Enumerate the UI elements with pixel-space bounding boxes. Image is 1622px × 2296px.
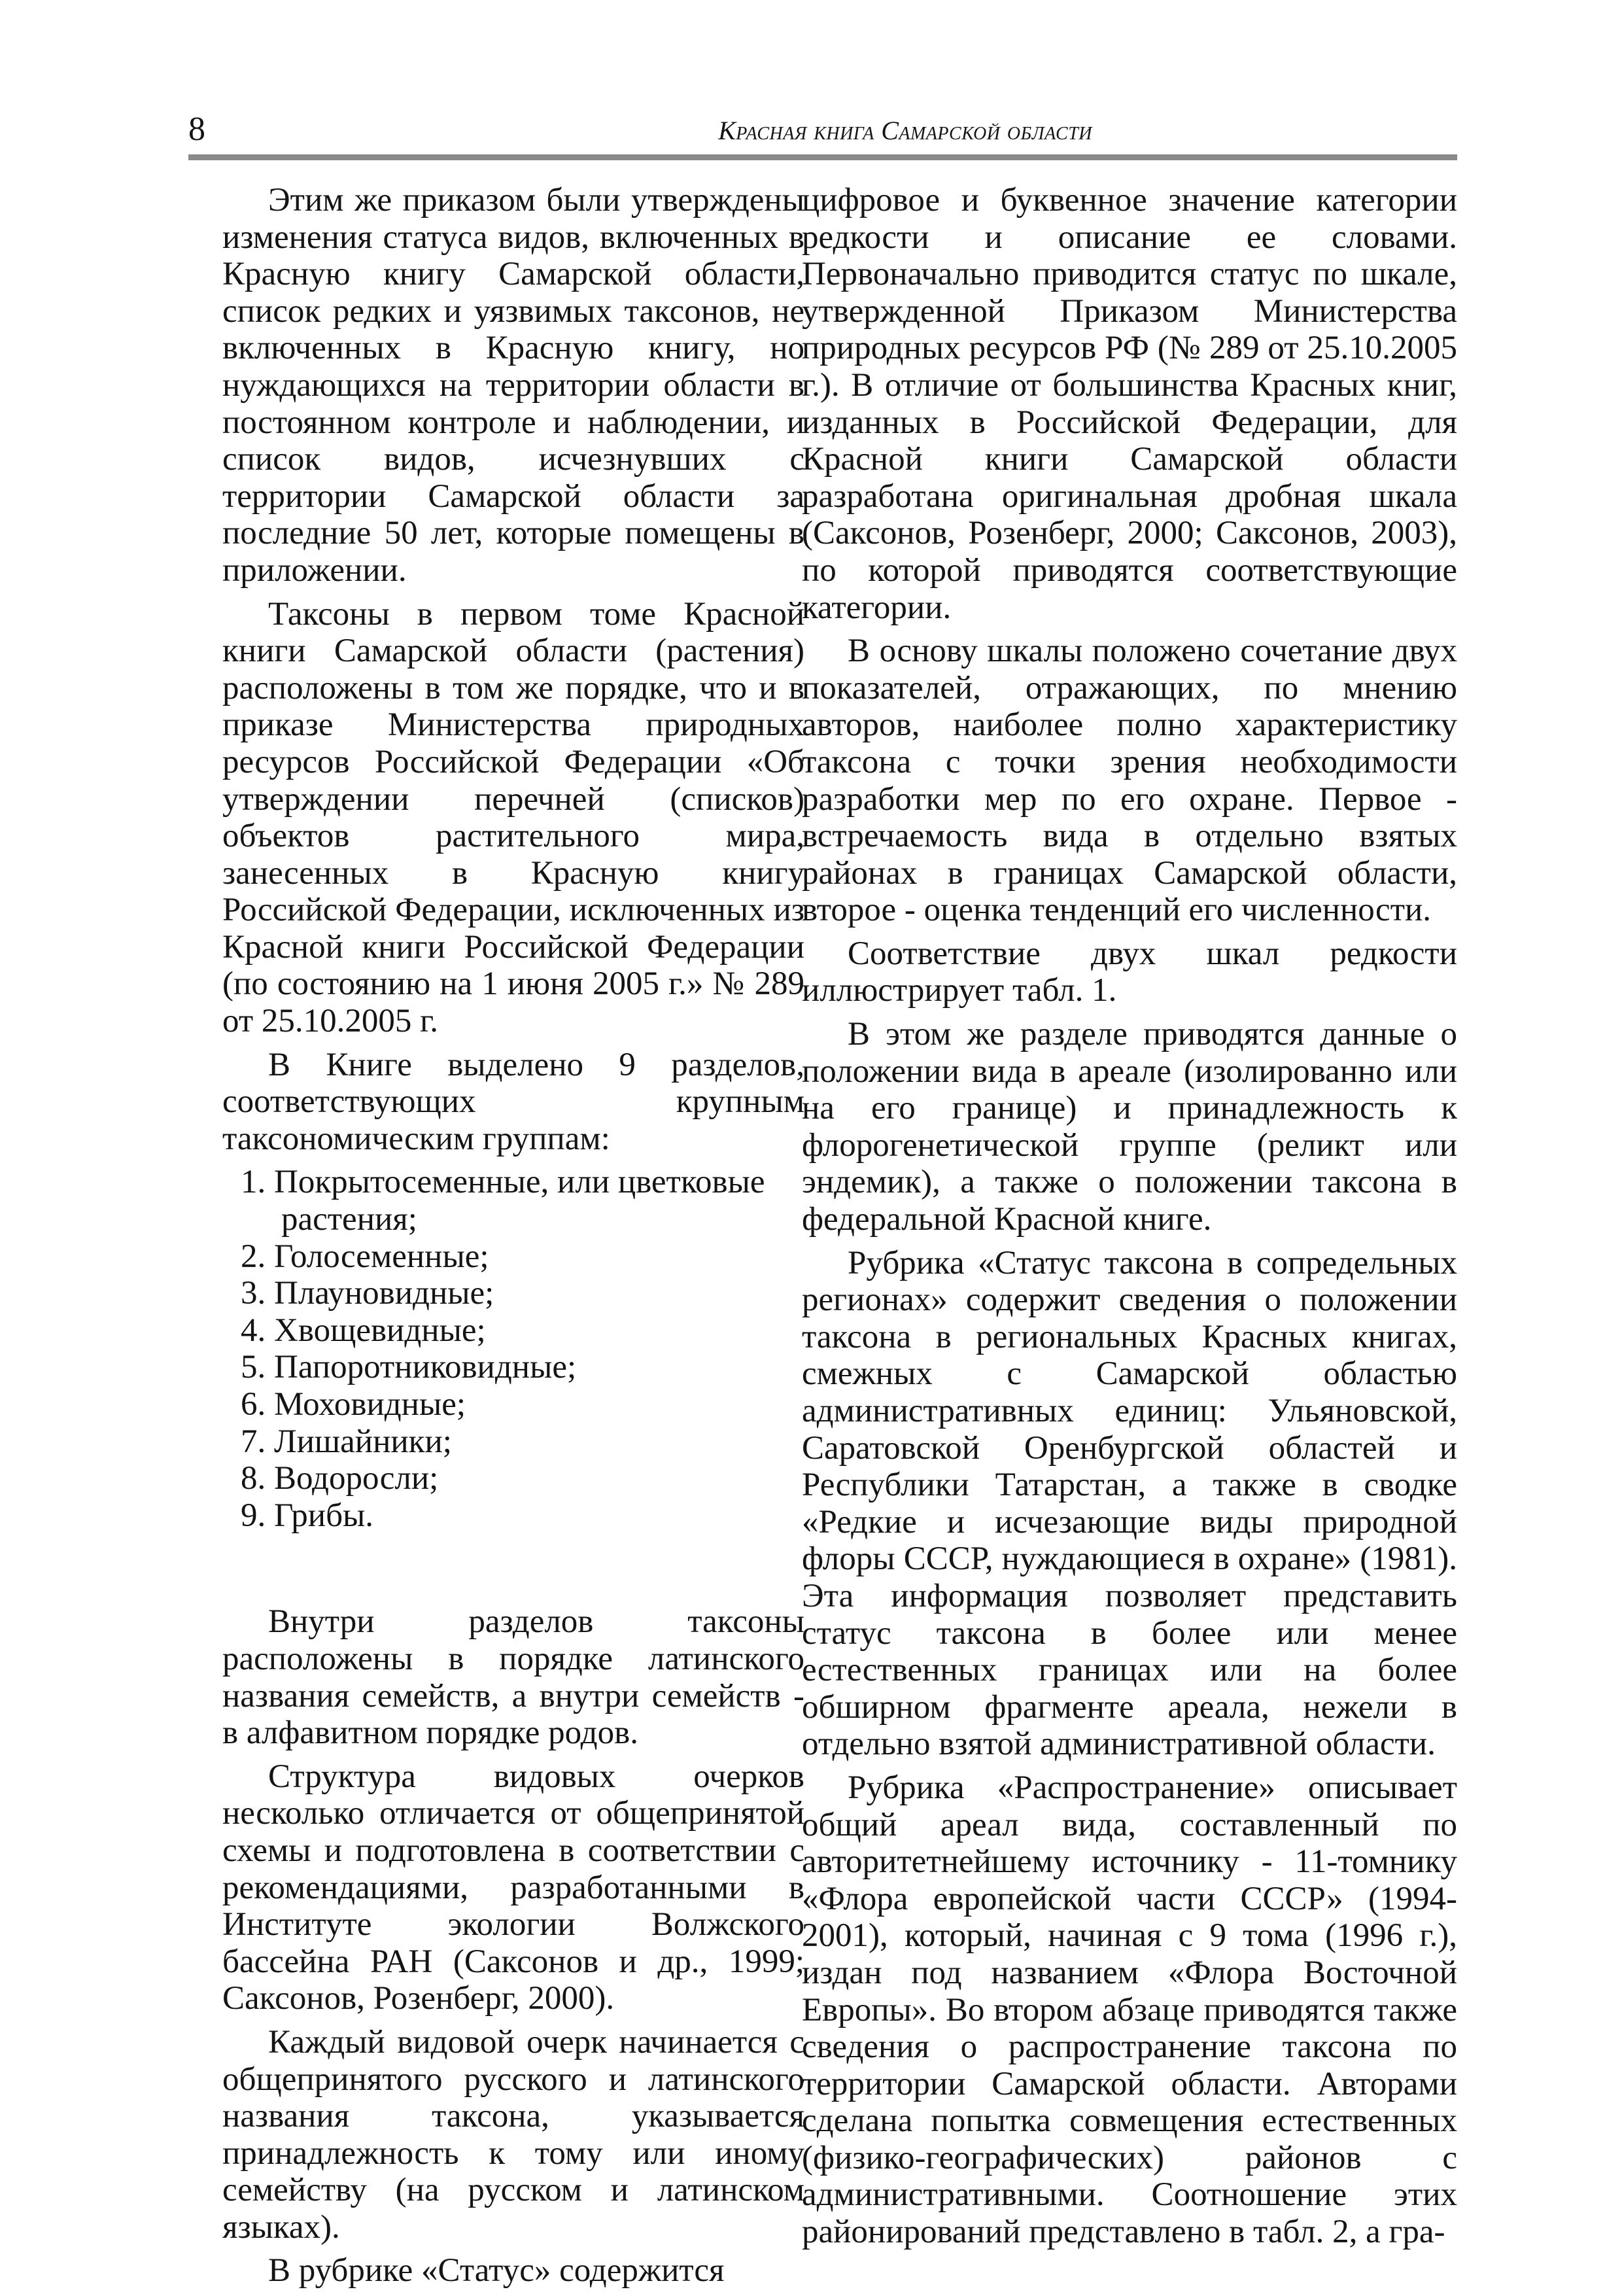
paragraph: Рубрика «Распространение» описывает общий ареал вида, составленный по авторитетнейшему источнику - 11-томнику «Флора европейской части СССР» (1994-2001), который, начиная с 9 тома (1996 г.), издан под названием «Флора Восточной Европы». Во втором абзаце приводятся также сведения о распространение таксона по территории Самарской области. Авторами сделана попытка совмещения естественных (физико-географических) районов с административными. Соотношение этих районирований представлено в табл. 2, а гра-	[802, 1769, 1457, 2251]
paragraph: Соответствие двух шкал редкости иллюстрирует табл. 1.	[802, 935, 1457, 1009]
running-header-title: Красная книга Самарской области	[718, 116, 1092, 145]
paragraph: Структура видовых очерков несколько отличается от общепринятой схемы и подготовлена в соответствии с рекомендациями, разработанными в Институте экологии Волжского бассейна РАН (Саксонов и др., 1999; Саксонов, Розенберг, 2000).	[222, 1758, 804, 2017]
list-item: 4. Хвощевидные;	[241, 1312, 486, 1349]
taxonomic-sections-list	[222, 1164, 804, 1534]
paragraph: Внутри разделов таксоны расположены в порядке латинского названия семейств, а внутри семейств - в алфавитном порядке родов.	[222, 1603, 804, 1752]
paragraph-continuation: цифровое и буквенное значение категории редкости и описание ее словами. Первоначально приводится статус по шкале, утвержденной Приказом Министерства природных ресурсов РФ (№ 289 от 25.10.2005 г.). В отличие от большинства Красных книг, изданных в Российской Федерации, для Красной книги Самарской области разработана оригинальная дробная шкала (Саксонов, Розенберг, 2000; Саксонов, 2003), по которой приводятся соответствующие категории.	[802, 182, 1457, 626]
paragraph: В Книге выделено 9 разделов, соответствующих крупным таксономическим группам:	[222, 1046, 804, 1157]
header-rule	[188, 154, 1457, 160]
paragraph: Каждый видовой очерк начинается с общепринятого русского и латинского названия таксона, указывается принадлежность к тому или иному семейству (на русском и латинском языках).	[222, 2023, 804, 2246]
paragraph: Таксоны в первом томе Красной книги Самарской области (растения) расположены в том же порядке, что и в приказе Министерства природных ресурсов Российской Федерации «Об утверждении перечней (списков) объектов растительного мира, занесенных в Красную книгу Российской Федерации, исключенных из Красной книги Российской Федерации (по состоянию на 1 июня 2005 г.» № 289 от 25.10.2005 г.	[222, 595, 804, 1040]
paragraph: В рубрике «Статус» содержится	[268, 2252, 725, 2289]
paragraph: Этим же приказом были утверждены изменения статуса видов, включенных в Красную книгу Самарской области, список редких и уязвимых таксонов, не включенных в Красную книгу, но нуждающихся на территории области в постоянном контроле и наблюдении, и список видов, исчезнувших с территории Самарской области за последние 50 лет, которые помещены в приложении.	[222, 182, 804, 589]
paragraph: В основу шкалы положено сочетание двух показателей, отражающих, по мнению авторов, наиболее полно характеристику таксона с точки зрения необходимости разработки мер по его охране. Первое - встречаемость вида в отдельно взятых районах в границах Самарской области, второе - оценка тенденций его численности.	[802, 633, 1457, 929]
list-item: 6. Моховидные;	[241, 1386, 466, 1423]
page-number: 8	[188, 111, 205, 148]
list-item: 9. Грибы.	[241, 1497, 374, 1534]
list-item: 7. Лишайники;	[241, 1423, 452, 1460]
left-column	[222, 182, 804, 2296]
paragraph: Рубрика «Статус таксона в сопредельных регионах» содержит сведения о положении таксона в региональных Красных книгах, смежных с Самарской областью административных единиц: Ульяновской, Саратовской Оренбургской областей и Республики Татарстан, а также в сводке «Редкие и исчезающие виды природной флоры СССР, нуждающиеся в охране» (1981). Эта информация позволяет представить статус таксона в более или менее естественных границах или на более обширном фрагменте ареала, нежели в отдельно взятой административной области.	[802, 1244, 1457, 1763]
list-item: 2. Голосеменные;	[241, 1238, 489, 1275]
list-item: 3. Плауновидные;	[241, 1275, 494, 1312]
list-item: 1. Покрытосеменные, или цветковые растения;	[241, 1164, 765, 1238]
list-item: 8. Водоросли;	[241, 1460, 439, 1497]
right-column	[802, 182, 1457, 2257]
list-item: 5. Папоротниковидные;	[241, 1349, 577, 1386]
paragraph: В этом же разделе приводятся данные о положении вида в ареале (изолированно или на его границе) и принадлежность к флорогенетической группе (реликт или эндемик), а также о положении таксона в федеральной Красной книге.	[802, 1016, 1457, 1238]
